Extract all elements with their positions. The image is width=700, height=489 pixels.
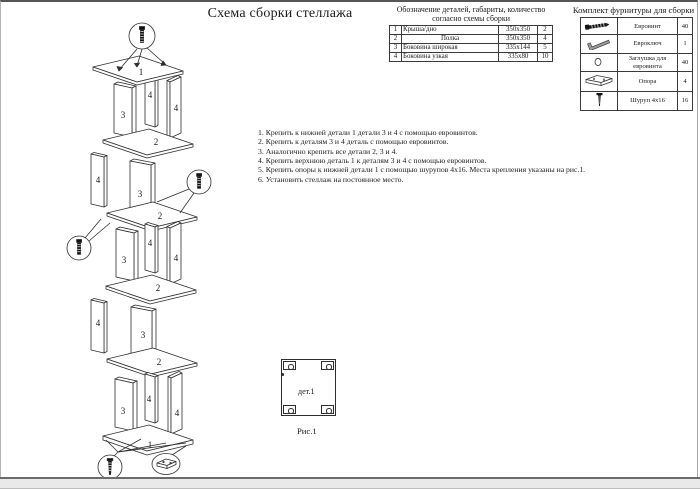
instruction-step: 6. Установить стеллаж на постоянное место. bbox=[258, 174, 404, 184]
part-label-shelf-3: 2 bbox=[155, 283, 161, 293]
hardware-name: Шуруп 4x16 bbox=[618, 91, 678, 110]
part-label-wide-5: 3 bbox=[120, 406, 126, 416]
part-qty: 10 bbox=[538, 53, 553, 62]
page-title: Схема сборки стеллажа bbox=[207, 6, 353, 21]
foot-icon bbox=[581, 72, 618, 91]
figure-caption: Рис.1 bbox=[297, 426, 317, 436]
instruction-step: 3. Аналогично крепить все детали 2, 3 и 4. bbox=[258, 146, 398, 156]
part-label-narrow-5: 4 bbox=[173, 253, 179, 263]
part-size: 350x350 bbox=[499, 35, 538, 44]
cap-icon bbox=[581, 53, 618, 71]
part-name: Боковина узкая bbox=[402, 53, 499, 62]
table-row bbox=[390, 44, 553, 53]
part-label-top-plate: 1 bbox=[138, 67, 144, 77]
part-label-wide-4: 3 bbox=[140, 330, 146, 340]
page-bottom-edge bbox=[0, 477, 700, 489]
parts-table-title-line2: согласно схемы сборки bbox=[432, 14, 510, 23]
edge-dot bbox=[281, 373, 284, 376]
table-row bbox=[581, 18, 693, 35]
tier3-panels bbox=[116, 222, 181, 285]
part-name: Крыша/дно bbox=[402, 26, 499, 35]
part-name: Полка bbox=[402, 35, 499, 44]
screw-icon bbox=[581, 91, 618, 110]
hardware-table bbox=[580, 17, 693, 111]
hardware-qty: 40 bbox=[678, 18, 693, 35]
hardware-qty: 40 bbox=[678, 53, 693, 71]
part-label-narrow-3: 4 bbox=[95, 175, 101, 185]
hardware-name: Евровинт bbox=[618, 18, 678, 35]
screw-pad bbox=[283, 405, 296, 414]
screw-hole-icon bbox=[326, 408, 332, 414]
part-label-shelf-2: 2 bbox=[157, 211, 163, 221]
instruction-step: 2. Крепить к деталям 3 и 4 деталь с помощью евровинтов. bbox=[258, 137, 449, 147]
euroscrew-icon bbox=[77, 240, 82, 255]
screw-callout bbox=[98, 452, 122, 479]
hardware-table-block bbox=[569, 5, 698, 111]
table-row bbox=[390, 53, 553, 62]
table-row bbox=[581, 72, 693, 91]
part-size: 350x350 bbox=[499, 26, 538, 35]
part-size: 335x80 bbox=[499, 53, 538, 62]
instruction-step: 1. Крепить к нижней детали 1 детали 3 и 4 с помощью евровинтов. bbox=[258, 128, 478, 137]
hardware-qty: 16 bbox=[678, 91, 693, 110]
parts-table-title-line1: Обозначение деталей, габариты, количество bbox=[396, 5, 546, 14]
tier1-panels bbox=[114, 76, 181, 139]
figure-1-block bbox=[281, 359, 351, 436]
euroscrew-icon bbox=[581, 18, 618, 35]
part-qty: 5 bbox=[538, 44, 553, 53]
parts-table-block bbox=[381, 5, 561, 62]
part-label-shelf-4: 2 bbox=[156, 357, 162, 367]
euroscrew-icon bbox=[139, 27, 144, 43]
screw-hole-icon bbox=[288, 364, 294, 370]
shelf-4 bbox=[107, 348, 197, 377]
part-label-narrow-6: 4 bbox=[95, 318, 101, 328]
parts-table bbox=[389, 25, 553, 62]
part-label-shelf-1: 2 bbox=[153, 137, 159, 147]
hardware-qty: 4 bbox=[678, 72, 693, 91]
instruction-step: 4. Крепить верхнюю деталь 1 к деталям 3 и 4 с помощью евровинтов. bbox=[258, 156, 487, 166]
table-row bbox=[390, 26, 553, 35]
screw-hole-icon bbox=[326, 364, 332, 370]
hardware-name: Заглушка для евровинта bbox=[618, 53, 678, 71]
hardware-qty: 1 bbox=[678, 35, 693, 53]
part-size: 335x144 bbox=[499, 44, 538, 53]
screw-pad bbox=[321, 405, 334, 414]
hardware-name: Евроключ bbox=[618, 35, 678, 53]
table-row bbox=[390, 35, 553, 44]
part-label-narrow-7: 4 bbox=[146, 394, 152, 404]
part-label-narrow-2: 4 bbox=[173, 103, 179, 113]
part-label-bottom-plate: 1 bbox=[147, 440, 153, 450]
part-label-wide-2: 3 bbox=[137, 189, 143, 199]
part-name: Боковина широкая bbox=[402, 44, 499, 53]
hardware-name: Опора bbox=[618, 72, 678, 91]
figure-part-top-view bbox=[281, 359, 336, 416]
part-num: 2 bbox=[390, 35, 402, 44]
table-row bbox=[581, 35, 693, 53]
screw-pad bbox=[321, 361, 334, 370]
part-num: 4 bbox=[390, 53, 402, 62]
part-num: 1 bbox=[390, 26, 402, 35]
assembly-instructions bbox=[258, 128, 618, 184]
part-label-narrow-4: 4 bbox=[147, 238, 153, 248]
part-label-narrow-8: 4 bbox=[174, 408, 180, 418]
hexkey-icon bbox=[581, 35, 618, 53]
part-label-wide-3: 3 bbox=[121, 255, 127, 265]
table-row bbox=[581, 91, 693, 110]
hardware-table-title: Комплект фурнитуры для сборки bbox=[572, 5, 695, 15]
part-label-narrow-1: 4 bbox=[147, 90, 153, 100]
figure-part-label: дет.1 bbox=[298, 387, 315, 396]
part-num: 3 bbox=[390, 44, 402, 53]
euroscrew-icon bbox=[197, 174, 202, 189]
table-row bbox=[581, 53, 693, 71]
instruction-step: 5. Крепить опоры к нижней детали 1 с помощью шурупов 4x16. Места крепления указаны на рис.1. bbox=[258, 165, 586, 175]
screw-hole-icon bbox=[288, 408, 294, 414]
part-qty: 4 bbox=[538, 35, 553, 44]
euroscrew-callout-left bbox=[67, 219, 110, 260]
part-qty: 2 bbox=[538, 26, 553, 35]
screw-pad bbox=[283, 361, 296, 370]
shelf-3 bbox=[106, 275, 196, 304]
part-label-wide-1: 3 bbox=[120, 110, 126, 120]
